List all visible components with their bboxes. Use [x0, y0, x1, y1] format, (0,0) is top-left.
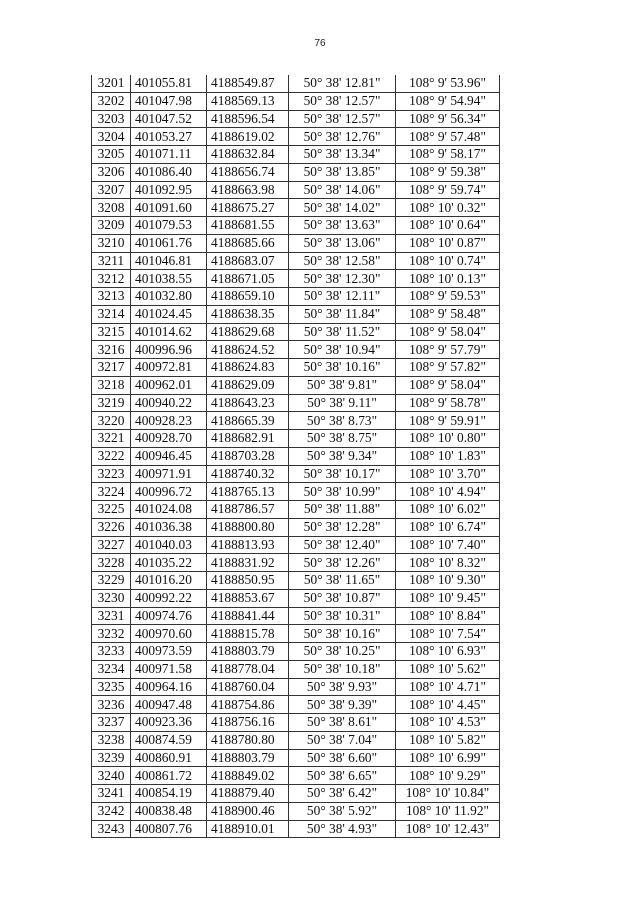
latitude-cell: 50° 38' 13.85": [289, 163, 396, 181]
point-id-cell: 3238: [92, 731, 131, 749]
x-coordinate-cell: 401014.62: [131, 323, 207, 341]
y-coordinate-cell: 4188665.39: [207, 412, 289, 430]
latitude-cell: 50° 38' 11.84": [289, 305, 396, 323]
y-coordinate-cell: 4188850.95: [207, 572, 289, 590]
y-coordinate-cell: 4188849.02: [207, 767, 289, 785]
x-coordinate-cell: 400854.19: [131, 785, 207, 803]
table-row: [92, 660, 500, 678]
point-id-cell: 3216: [92, 341, 131, 359]
longitude-cell: 108° 9' 58.04": [396, 376, 500, 394]
latitude-cell: 50° 38' 10.17": [289, 465, 396, 483]
longitude-cell: 108° 10' 9.30": [396, 572, 500, 590]
table-row: [92, 589, 500, 607]
y-coordinate-cell: 4188900.46: [207, 802, 289, 820]
longitude-cell: 108° 9' 57.79": [396, 341, 500, 359]
y-coordinate-cell: 4188638.35: [207, 305, 289, 323]
longitude-cell: 108° 10' 8.84": [396, 607, 500, 625]
page-number: 76: [314, 38, 326, 49]
latitude-cell: 50° 38' 12.57": [289, 110, 396, 128]
table-row: [92, 110, 500, 128]
longitude-cell: 108° 10' 6.93": [396, 643, 500, 661]
longitude-cell: 108° 9' 56.34": [396, 110, 500, 128]
point-id-cell: 3206: [92, 163, 131, 181]
longitude-cell: 108° 10' 4.53": [396, 714, 500, 732]
x-coordinate-cell: 401071.11: [131, 146, 207, 164]
latitude-cell: 50° 38' 12.30": [289, 270, 396, 288]
table-row: [92, 146, 500, 164]
longitude-cell: 108° 9' 59.91": [396, 412, 500, 430]
y-coordinate-cell: 4188756.16: [207, 714, 289, 732]
longitude-cell: 108° 10' 4.45": [396, 696, 500, 714]
latitude-cell: 50° 38' 9.11": [289, 394, 396, 412]
longitude-cell: 108° 10' 6.74": [396, 518, 500, 536]
latitude-cell: 50° 38' 8.75": [289, 430, 396, 448]
table-row: [92, 181, 500, 199]
x-coordinate-cell: 401024.45: [131, 305, 207, 323]
table-row: [92, 714, 500, 732]
table-row: [92, 323, 500, 341]
longitude-cell: 108° 9' 59.74": [396, 181, 500, 199]
longitude-cell: 108° 10' 0.80": [396, 430, 500, 448]
latitude-cell: 50° 38' 6.65": [289, 767, 396, 785]
table-row: [92, 731, 500, 749]
x-coordinate-cell: 400861.72: [131, 767, 207, 785]
x-coordinate-cell: 401036.38: [131, 518, 207, 536]
table-row: [92, 678, 500, 696]
point-id-cell: 3215: [92, 323, 131, 341]
longitude-cell: 108° 9' 59.53": [396, 288, 500, 306]
table-row: [92, 430, 500, 448]
longitude-cell: 108° 10' 0.13": [396, 270, 500, 288]
point-id-cell: 3220: [92, 412, 131, 430]
latitude-cell: 50° 38' 13.63": [289, 217, 396, 235]
y-coordinate-cell: 4188831.92: [207, 554, 289, 572]
point-id-cell: 3239: [92, 749, 131, 767]
x-coordinate-cell: 401092.95: [131, 181, 207, 199]
y-coordinate-cell: 4188675.27: [207, 199, 289, 217]
point-id-cell: 3214: [92, 305, 131, 323]
x-coordinate-cell: 401079.53: [131, 217, 207, 235]
table-row: [92, 554, 500, 572]
table-row: [92, 75, 500, 92]
longitude-cell: 108° 10' 3.70": [396, 465, 500, 483]
point-id-cell: 3225: [92, 501, 131, 519]
point-id-cell: 3213: [92, 288, 131, 306]
table-row: [92, 376, 500, 394]
latitude-cell: 50° 38' 5.92": [289, 802, 396, 820]
y-coordinate-cell: 4188800.80: [207, 518, 289, 536]
x-coordinate-cell: 400928.23: [131, 412, 207, 430]
x-coordinate-cell: 400964.16: [131, 678, 207, 696]
point-id-cell: 3201: [92, 75, 131, 92]
y-coordinate-cell: 4188803.79: [207, 643, 289, 661]
table-row: [92, 607, 500, 625]
latitude-cell: 50° 38' 12.57": [289, 92, 396, 110]
x-coordinate-cell: 401035.22: [131, 554, 207, 572]
latitude-cell: 50° 38' 4.93": [289, 820, 396, 838]
longitude-cell: 108° 10' 0.32": [396, 199, 500, 217]
longitude-cell: 108° 9' 53.96": [396, 75, 500, 92]
x-coordinate-cell: 400946.45: [131, 447, 207, 465]
longitude-cell: 108° 9' 59.38": [396, 163, 500, 181]
y-coordinate-cell: 4188879.40: [207, 785, 289, 803]
x-coordinate-cell: 401053.27: [131, 128, 207, 146]
x-coordinate-cell: 400807.76: [131, 820, 207, 838]
y-coordinate-cell: 4188629.09: [207, 376, 289, 394]
x-coordinate-cell: 401091.60: [131, 199, 207, 217]
point-id-cell: 3219: [92, 394, 131, 412]
point-id-cell: 3224: [92, 483, 131, 501]
table-row: [92, 217, 500, 235]
point-id-cell: 3209: [92, 217, 131, 235]
longitude-cell: 108° 10' 7.40": [396, 536, 500, 554]
table-row: [92, 270, 500, 288]
point-id-cell: 3208: [92, 199, 131, 217]
table-row: [92, 820, 500, 838]
latitude-cell: 50° 38' 14.06": [289, 181, 396, 199]
longitude-cell: 108° 9' 58.17": [396, 146, 500, 164]
x-coordinate-cell: 401038.55: [131, 270, 207, 288]
latitude-cell: 50° 38' 12.40": [289, 536, 396, 554]
latitude-cell: 50° 38' 14.02": [289, 199, 396, 217]
table-row: [92, 92, 500, 110]
x-coordinate-cell: 400947.48: [131, 696, 207, 714]
table-row: [92, 341, 500, 359]
y-coordinate-cell: 4188632.84: [207, 146, 289, 164]
latitude-cell: 50° 38' 12.28": [289, 518, 396, 536]
y-coordinate-cell: 4188765.13: [207, 483, 289, 501]
longitude-cell: 108° 10' 7.54": [396, 625, 500, 643]
x-coordinate-cell: 401055.81: [131, 75, 207, 92]
x-coordinate-cell: 400962.01: [131, 376, 207, 394]
x-coordinate-cell: 401016.20: [131, 572, 207, 590]
latitude-cell: 50° 38' 12.81": [289, 75, 396, 92]
latitude-cell: 50° 38' 10.87": [289, 589, 396, 607]
y-coordinate-cell: 4188780.80: [207, 731, 289, 749]
coordinates-table-body: [92, 75, 500, 838]
x-coordinate-cell: 400860.91: [131, 749, 207, 767]
x-coordinate-cell: 400973.59: [131, 643, 207, 661]
x-coordinate-cell: 400971.91: [131, 465, 207, 483]
latitude-cell: 50° 38' 11.65": [289, 572, 396, 590]
y-coordinate-cell: 4188786.57: [207, 501, 289, 519]
latitude-cell: 50° 38' 7.04": [289, 731, 396, 749]
coordinates-table: [91, 75, 500, 838]
point-id-cell: 3218: [92, 376, 131, 394]
table-row: [92, 536, 500, 554]
x-coordinate-cell: 400971.58: [131, 660, 207, 678]
longitude-cell: 108° 10' 5.62": [396, 660, 500, 678]
longitude-cell: 108° 9' 58.78": [396, 394, 500, 412]
longitude-cell: 108° 10' 0.74": [396, 252, 500, 270]
longitude-cell: 108° 10' 4.71": [396, 678, 500, 696]
longitude-cell: 108° 9' 58.04": [396, 323, 500, 341]
table-row: [92, 696, 500, 714]
latitude-cell: 50° 38' 6.42": [289, 785, 396, 803]
x-coordinate-cell: 401040.03: [131, 536, 207, 554]
longitude-cell: 108° 10' 0.87": [396, 234, 500, 252]
latitude-cell: 50° 38' 10.16": [289, 359, 396, 377]
table-row: [92, 288, 500, 306]
latitude-cell: 50° 38' 10.94": [289, 341, 396, 359]
y-coordinate-cell: 4188703.28: [207, 447, 289, 465]
table-row: [92, 252, 500, 270]
y-coordinate-cell: 4188663.98: [207, 181, 289, 199]
longitude-cell: 108° 10' 4.94": [396, 483, 500, 501]
point-id-cell: 3231: [92, 607, 131, 625]
point-id-cell: 3207: [92, 181, 131, 199]
x-coordinate-cell: 400874.59: [131, 731, 207, 749]
y-coordinate-cell: 4188549.87: [207, 75, 289, 92]
point-id-cell: 3202: [92, 92, 131, 110]
point-id-cell: 3232: [92, 625, 131, 643]
table-row: [92, 518, 500, 536]
table-row: [92, 483, 500, 501]
table-row: [92, 625, 500, 643]
x-coordinate-cell: 400923.36: [131, 714, 207, 732]
latitude-cell: 50° 38' 11.52": [289, 323, 396, 341]
latitude-cell: 50° 38' 13.06": [289, 234, 396, 252]
point-id-cell: 3233: [92, 643, 131, 661]
table-row: [92, 128, 500, 146]
x-coordinate-cell: 400992.22: [131, 589, 207, 607]
point-id-cell: 3240: [92, 767, 131, 785]
latitude-cell: 50° 38' 9.81": [289, 376, 396, 394]
x-coordinate-cell: 400940.22: [131, 394, 207, 412]
latitude-cell: 50° 38' 13.34": [289, 146, 396, 164]
x-coordinate-cell: 400974.76: [131, 607, 207, 625]
x-coordinate-cell: 400996.96: [131, 341, 207, 359]
point-id-cell: 3211: [92, 252, 131, 270]
y-coordinate-cell: 4188681.55: [207, 217, 289, 235]
x-coordinate-cell: 401047.98: [131, 92, 207, 110]
longitude-cell: 108° 9' 57.48": [396, 128, 500, 146]
y-coordinate-cell: 4188624.52: [207, 341, 289, 359]
table-row: [92, 749, 500, 767]
table-row: [92, 359, 500, 377]
y-coordinate-cell: 4188910.01: [207, 820, 289, 838]
y-coordinate-cell: 4188760.04: [207, 678, 289, 696]
latitude-cell: 50° 38' 8.73": [289, 412, 396, 430]
point-id-cell: 3228: [92, 554, 131, 572]
point-id-cell: 3229: [92, 572, 131, 590]
point-id-cell: 3235: [92, 678, 131, 696]
table-row: [92, 447, 500, 465]
longitude-cell: 108° 10' 12.43": [396, 820, 500, 838]
latitude-cell: 50° 38' 10.31": [289, 607, 396, 625]
point-id-cell: 3222: [92, 447, 131, 465]
table-row: [92, 767, 500, 785]
longitude-cell: 108° 10' 9.45": [396, 589, 500, 607]
table-row: [92, 465, 500, 483]
point-id-cell: 3223: [92, 465, 131, 483]
longitude-cell: 108° 9' 58.48": [396, 305, 500, 323]
point-id-cell: 3204: [92, 128, 131, 146]
latitude-cell: 50° 38' 9.34": [289, 447, 396, 465]
x-coordinate-cell: 401024.08: [131, 501, 207, 519]
latitude-cell: 50° 38' 10.16": [289, 625, 396, 643]
longitude-cell: 108° 10' 1.83": [396, 447, 500, 465]
x-coordinate-cell: 400970.60: [131, 625, 207, 643]
x-coordinate-cell: 400928.70: [131, 430, 207, 448]
y-coordinate-cell: 4188778.04: [207, 660, 289, 678]
table-row: [92, 199, 500, 217]
y-coordinate-cell: 4188740.32: [207, 465, 289, 483]
point-id-cell: 3205: [92, 146, 131, 164]
latitude-cell: 50° 38' 11.88": [289, 501, 396, 519]
table-row: [92, 305, 500, 323]
y-coordinate-cell: 4188624.83: [207, 359, 289, 377]
x-coordinate-cell: 401032.80: [131, 288, 207, 306]
point-id-cell: 3212: [92, 270, 131, 288]
point-id-cell: 3203: [92, 110, 131, 128]
y-coordinate-cell: 4188569.13: [207, 92, 289, 110]
table-row: [92, 163, 500, 181]
x-coordinate-cell: 400972.81: [131, 359, 207, 377]
y-coordinate-cell: 4188596.54: [207, 110, 289, 128]
table-row: [92, 572, 500, 590]
longitude-cell: 108° 10' 11.92": [396, 802, 500, 820]
table-row: [92, 234, 500, 252]
table-row: [92, 412, 500, 430]
point-id-cell: 3234: [92, 660, 131, 678]
table-row: [92, 643, 500, 661]
y-coordinate-cell: 4188841.44: [207, 607, 289, 625]
table-row: [92, 802, 500, 820]
y-coordinate-cell: 4188659.10: [207, 288, 289, 306]
longitude-cell: 108° 10' 6.02": [396, 501, 500, 519]
table-row: [92, 785, 500, 803]
latitude-cell: 50° 38' 10.99": [289, 483, 396, 501]
y-coordinate-cell: 4188803.79: [207, 749, 289, 767]
x-coordinate-cell: 400996.72: [131, 483, 207, 501]
latitude-cell: 50° 38' 10.25": [289, 643, 396, 661]
table-row: [92, 501, 500, 519]
latitude-cell: 50° 38' 9.93": [289, 678, 396, 696]
latitude-cell: 50° 38' 12.26": [289, 554, 396, 572]
longitude-cell: 108° 10' 0.64": [396, 217, 500, 235]
y-coordinate-cell: 4188754.86: [207, 696, 289, 714]
y-coordinate-cell: 4188815.78: [207, 625, 289, 643]
point-id-cell: 3210: [92, 234, 131, 252]
y-coordinate-cell: 4188656.74: [207, 163, 289, 181]
y-coordinate-cell: 4188619.02: [207, 128, 289, 146]
y-coordinate-cell: 4188853.67: [207, 589, 289, 607]
longitude-cell: 108° 10' 9.29": [396, 767, 500, 785]
point-id-cell: 3236: [92, 696, 131, 714]
point-id-cell: 3217: [92, 359, 131, 377]
y-coordinate-cell: 4188671.05: [207, 270, 289, 288]
y-coordinate-cell: 4188643.23: [207, 394, 289, 412]
point-id-cell: 3226: [92, 518, 131, 536]
point-id-cell: 3221: [92, 430, 131, 448]
y-coordinate-cell: 4188682.91: [207, 430, 289, 448]
longitude-cell: 108° 10' 5.82": [396, 731, 500, 749]
latitude-cell: 50° 38' 6.60": [289, 749, 396, 767]
latitude-cell: 50° 38' 9.39": [289, 696, 396, 714]
point-id-cell: 3242: [92, 802, 131, 820]
x-coordinate-cell: 401061.76: [131, 234, 207, 252]
y-coordinate-cell: 4188813.93: [207, 536, 289, 554]
longitude-cell: 108° 9' 54.94": [396, 92, 500, 110]
point-id-cell: 3243: [92, 820, 131, 838]
latitude-cell: 50° 38' 12.58": [289, 252, 396, 270]
point-id-cell: 3241: [92, 785, 131, 803]
point-id-cell: 3230: [92, 589, 131, 607]
longitude-cell: 108° 9' 57.82": [396, 359, 500, 377]
x-coordinate-cell: 401047.52: [131, 110, 207, 128]
y-coordinate-cell: 4188683.07: [207, 252, 289, 270]
longitude-cell: 108° 10' 10.84": [396, 785, 500, 803]
point-id-cell: 3237: [92, 714, 131, 732]
latitude-cell: 50° 38' 10.18": [289, 660, 396, 678]
table-row: [92, 394, 500, 412]
latitude-cell: 50° 38' 8.61": [289, 714, 396, 732]
x-coordinate-cell: 401046.81: [131, 252, 207, 270]
latitude-cell: 50° 38' 12.76": [289, 128, 396, 146]
y-coordinate-cell: 4188629.68: [207, 323, 289, 341]
longitude-cell: 108° 10' 8.32": [396, 554, 500, 572]
latitude-cell: 50° 38' 12.11": [289, 288, 396, 306]
y-coordinate-cell: 4188685.66: [207, 234, 289, 252]
x-coordinate-cell: 400838.48: [131, 802, 207, 820]
longitude-cell: 108° 10' 6.99": [396, 749, 500, 767]
point-id-cell: 3227: [92, 536, 131, 554]
x-coordinate-cell: 401086.40: [131, 163, 207, 181]
